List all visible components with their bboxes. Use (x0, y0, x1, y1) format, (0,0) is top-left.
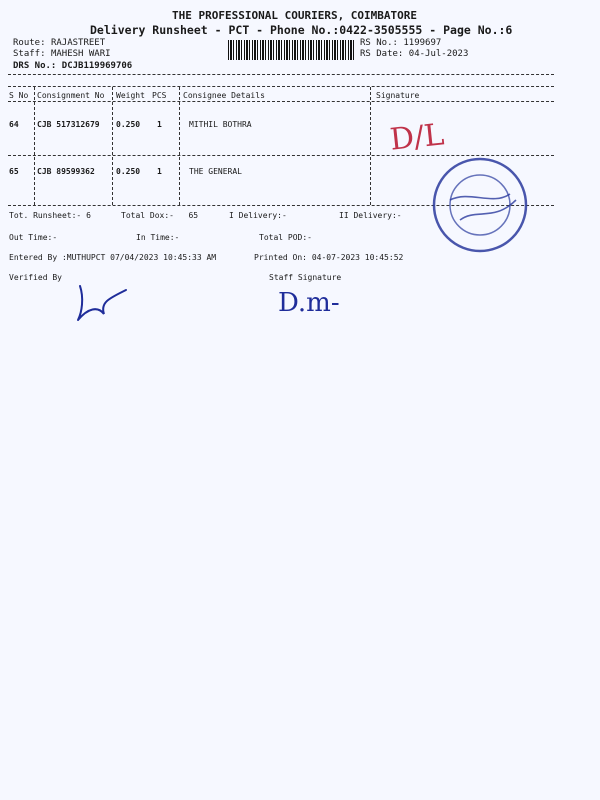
drs-value: DCJB119969706 (61, 61, 133, 71)
runsheet-total-label: Tot. Runsheet:- (9, 211, 82, 220)
column-rule (34, 87, 35, 205)
col-header-weight: Weight (116, 91, 145, 100)
totals-line (9, 211, 91, 220)
col-header-sno: S No (9, 91, 29, 100)
printed-on-value: 04-07-2023 10:45:52 (311, 253, 404, 262)
entered-by-value: MUTHUPCT 07/04/2023 10:45:33 AM (66, 253, 217, 262)
route-line (13, 38, 105, 48)
company-name: THE PROFESSIONAL COURIERS, COIMBATORE (172, 9, 418, 22)
company-stamp (420, 150, 540, 260)
column-rule (179, 87, 180, 205)
rs-date-value: 04-Jul-2023 (408, 49, 469, 59)
row-weight: 0.250 (116, 120, 141, 129)
row-consignment: CJB 89599362 (37, 167, 95, 176)
runsheet-total: 6 (86, 211, 91, 220)
in-time-label: In Time:- (136, 233, 180, 242)
runsheet-title: Delivery Runsheet - PCT - Phone No.:0422-3505555 - Page No.:6 (90, 23, 513, 37)
staff-initials: D.m- (278, 288, 340, 318)
out-time-label: Out Time:- (9, 233, 58, 242)
entered-by-label: Entered By : (9, 253, 67, 262)
col-header-signature: Signature (376, 91, 420, 100)
rs-no-line (360, 38, 441, 48)
row-pcs: 1 (157, 167, 162, 176)
drs-line (13, 61, 132, 71)
col-header-pcs: PCS (152, 91, 167, 100)
staff-line (13, 49, 111, 59)
i-delivery-label: I Delivery:- (229, 211, 287, 220)
route-value: RAJASTREET (50, 38, 106, 48)
row-weight: 0.250 (116, 167, 141, 176)
barcode (228, 40, 356, 60)
row-sno: 64 (9, 120, 19, 129)
route-label: Route: (13, 38, 46, 48)
col-header-consignee: Consignee Details (183, 91, 265, 100)
rs-no-value: 1199697 (403, 38, 442, 48)
staff-signature-label: Staff Signature (269, 273, 342, 282)
row-consignment: CJB 517312679 (37, 120, 100, 129)
drs-label: DRS No.: (13, 61, 57, 71)
row-sno: 65 (9, 167, 19, 176)
column-rule (370, 87, 371, 205)
divider (8, 86, 554, 87)
verified-signature (70, 278, 140, 326)
dox-line (121, 211, 198, 220)
row-pcs: 1 (157, 120, 162, 129)
total-pod-label: Total POD:- (259, 233, 312, 242)
delivery-mark: D/L (388, 117, 446, 158)
row-consignee: MITHIL BOTHRA (189, 120, 252, 129)
staff-label: Staff: (13, 49, 46, 59)
col-header-consignment: Consignment No (37, 91, 105, 100)
printed-on-line (254, 253, 403, 262)
rs-no-label: RS No.: (360, 38, 398, 48)
ii-delivery-label: II Delivery:- (339, 211, 402, 220)
dox-label: Total Dox:- (121, 211, 174, 220)
row-consignee: THE GENERAL (189, 167, 242, 176)
divider (8, 74, 554, 75)
entered-by-line (9, 253, 216, 262)
column-rule (112, 87, 113, 205)
printed-on-label: Printed On: (254, 253, 307, 262)
rs-date-label: RS Date: (360, 49, 404, 59)
staff-value: MAHESH WARI (50, 49, 111, 59)
dox-value: 65 (188, 211, 199, 220)
divider (8, 101, 554, 102)
verified-by-label: Verified By (9, 273, 62, 282)
rs-date-line (360, 49, 468, 59)
